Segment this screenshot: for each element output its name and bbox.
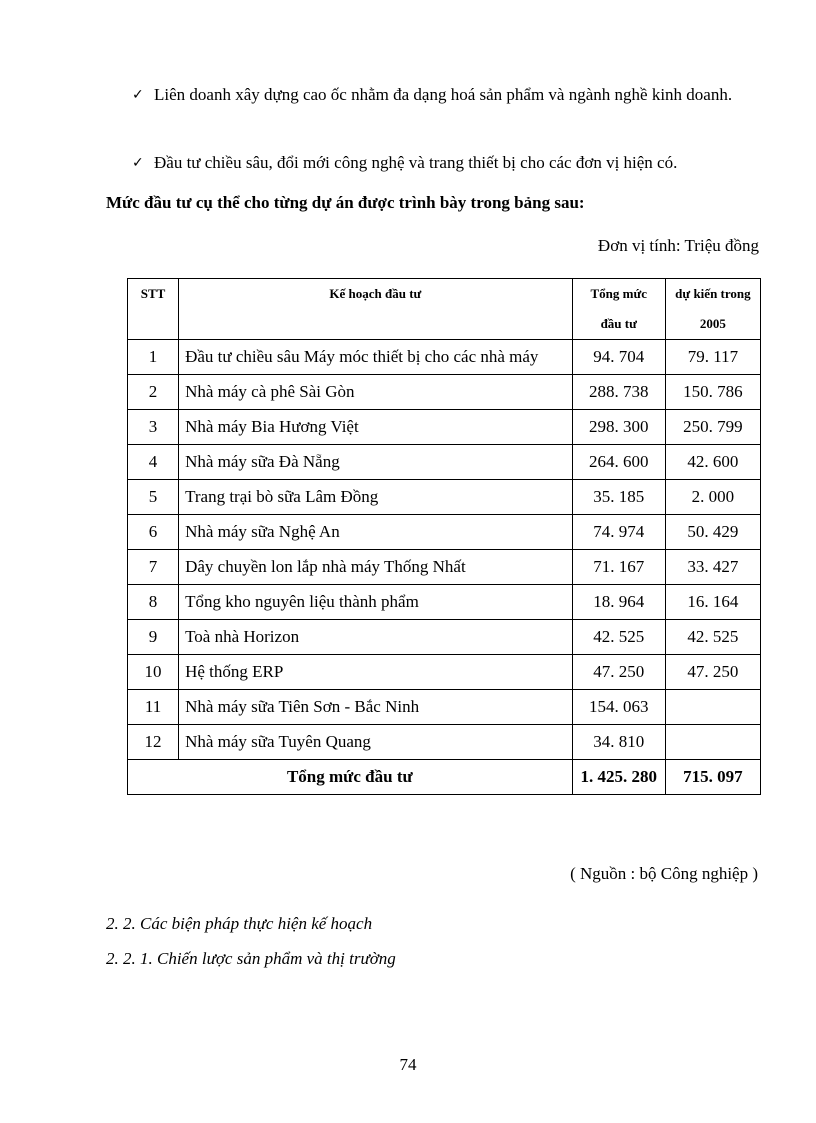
cell-total: 34. 810 [572,725,665,760]
cell-expected: 150. 786 [665,375,760,410]
cell-stt: 7 [128,550,179,585]
header-stt: STT [128,279,179,340]
cell-stt: 12 [128,725,179,760]
header-plan: Kế hoạch đầu tư [179,279,573,340]
cell-stt: 5 [128,480,179,515]
cell-plan: Nhà máy sữa Đà Nẵng [179,445,573,480]
cell-stt: 9 [128,620,179,655]
cell-stt: 4 [128,445,179,480]
cell-total: 154. 063 [572,690,665,725]
cell-total: 18. 964 [572,585,665,620]
bullet-text: Liên doanh xây dựng cao ốc nhằm đa dạng hoá sản phẩm và ngành nghề kinh doanh. [154,85,733,104]
cell-stt: 6 [128,515,179,550]
table-row [128,690,761,725]
cell-total: 47. 250 [572,655,665,690]
table-row [128,410,761,445]
bullet-item [132,78,752,112]
cell-plan: Tổng kho nguyên liệu thành phẩm [179,585,573,620]
cell-total: 298. 300 [572,410,665,445]
bullet-text: Đầu tư chiều sâu, đổi mới công nghệ và trang thiết bị cho các đơn vị hiện có. [154,153,678,172]
unit-label: Đơn vị tính: Triệu đồng [597,236,759,255]
cell-plan: Nhà máy sữa Nghệ An [179,515,573,550]
bullet-item [132,146,752,180]
table-header-row [128,279,761,340]
cell-expected: 47. 250 [665,655,760,690]
cell-total: 42. 525 [572,620,665,655]
page-number: 74 [399,1055,417,1074]
cell-expected: 250. 799 [665,410,760,445]
source-note: ( Nguồn : bộ Công nghiệp ) [570,864,758,883]
cell-plan: Hệ thống ERP [179,655,573,690]
table-row [128,375,761,410]
table-row [128,445,761,480]
cell-expected: 42. 525 [665,620,760,655]
investment-table [127,278,761,795]
cell-stt: 3 [128,410,179,445]
cell-stt: 10 [128,655,179,690]
table-intro-heading: Mức đầu tư cụ thể cho từng dự án được trình bày trong bảng sau: [106,193,585,212]
cell-expected: 2. 000 [665,480,760,515]
cell-plan: Dây chuyền lon lắp nhà máy Thống Nhất [179,550,573,585]
cell-plan: Nhà máy cà phê Sài Gòn [179,375,573,410]
table-row [128,655,761,690]
table-row [128,620,761,655]
cell-expected: 33. 427 [665,550,760,585]
table-row [128,480,761,515]
table-row [128,585,761,620]
header-total: Tổng mức đầu tư [572,279,665,340]
cell-plan: Nhà máy sữa Tuyên Quang [179,725,573,760]
cell-plan: Nhà máy Bia Hương Việt [179,410,573,445]
section-heading: 2. 2. Các biện pháp thực hiện kế hoạch [106,914,373,933]
cell-total: 94. 704 [572,340,665,375]
cell-plan: Nhà máy sữa Tiên Sơn - Bắc Ninh [179,690,573,725]
cell-stt: 8 [128,585,179,620]
total-value: 1. 425. 280 [572,760,665,795]
cell-plan: Đầu tư chiều sâu Máy móc thiết bị cho các nhà máy [179,340,573,375]
table-row [128,340,761,375]
cell-total: 74. 974 [572,515,665,550]
cell-total: 288. 738 [572,375,665,410]
cell-plan: Trang trại bò sữa Lâm Đồng [179,480,573,515]
cell-plan: Toà nhà Horizon [179,620,573,655]
cell-stt: 2 [128,375,179,410]
table-row [128,725,761,760]
cell-expected [665,725,760,760]
cell-total: 71. 167 [572,550,665,585]
cell-stt: 11 [128,690,179,725]
cell-total: 264. 600 [572,445,665,480]
table-total-row [128,760,761,795]
total-label: Tổng mức đầu tư [128,760,573,795]
table-row [128,550,761,585]
cell-expected: 50. 429 [665,515,760,550]
header-expected: dự kiến trong 2005 [665,279,760,340]
cell-expected: 79. 117 [665,340,760,375]
cell-expected [665,690,760,725]
check-mark-icon: ✓ [132,155,144,171]
cell-stt: 1 [128,340,179,375]
check-mark-icon: ✓ [132,87,144,103]
cell-expected: 16. 164 [665,585,760,620]
table-row [128,515,761,550]
subsection-heading: 2. 2. 1. Chiến lược sản phẩm và thị trường [106,949,396,968]
total-expected: 715. 097 [665,760,760,795]
cell-expected: 42. 600 [665,445,760,480]
cell-total: 35. 185 [572,480,665,515]
